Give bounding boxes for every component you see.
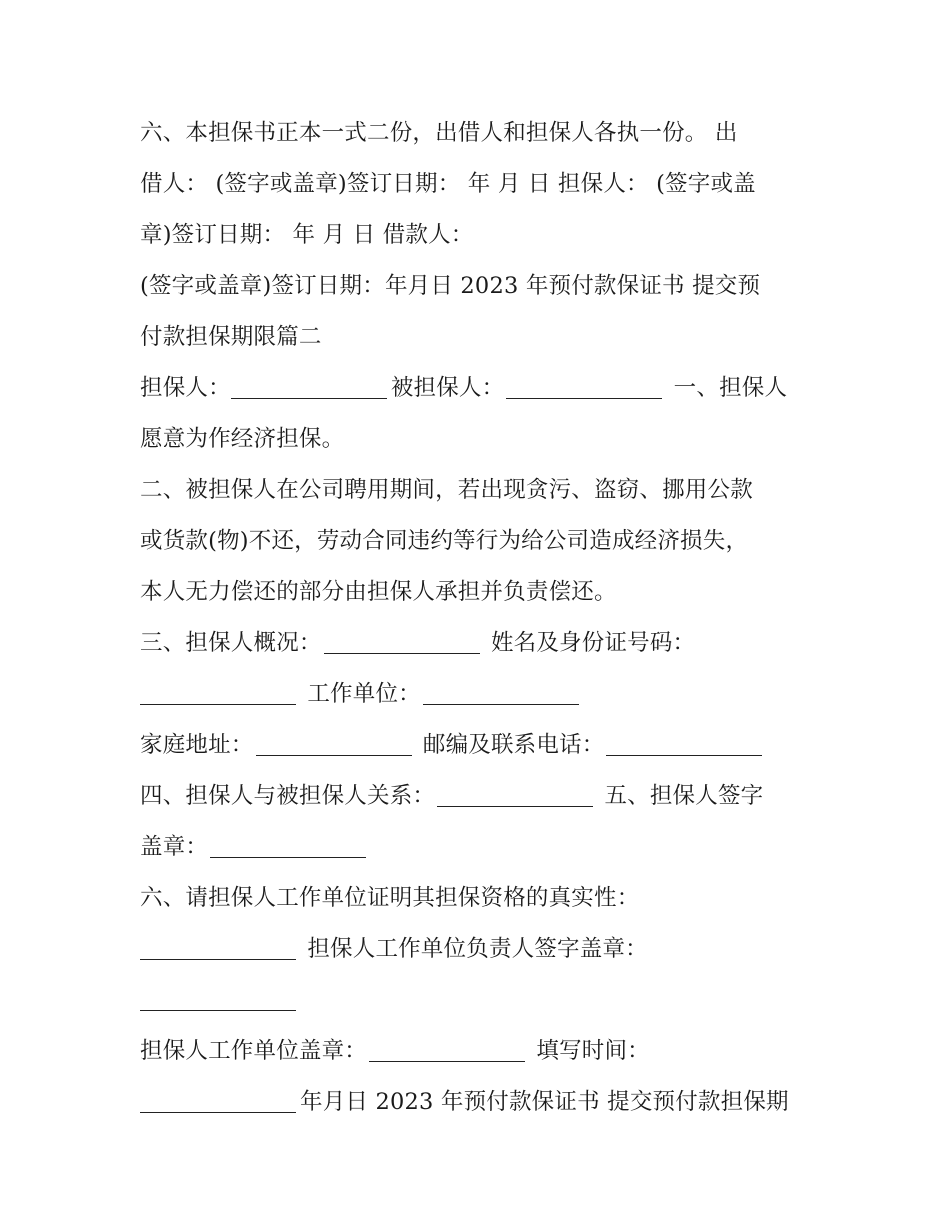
relationship-blank: [437, 776, 593, 807]
text-line-14: [140, 771, 820, 822]
guarantor-overview-blank: [324, 623, 480, 654]
text-line-18: [140, 975, 820, 1026]
guaranteed-person-label: 被担保人：: [390, 375, 505, 401]
line-8-text: 二、被担保人在公司聘用期间，若出现贪污、盗窃、挪用公款: [140, 477, 753, 503]
text-line-11: [140, 618, 820, 669]
text-line-5: [140, 312, 820, 363]
guarantor-signature-label: 五、担保人签字: [597, 783, 764, 809]
text-line-13: [140, 720, 820, 771]
text-line-7: [140, 414, 820, 465]
line-5-text: 付款担保期限篇二: [140, 324, 322, 350]
seal-blank: [210, 827, 366, 858]
home-address-label: 家庭地址：: [140, 732, 254, 758]
line-7-text: 愿意为作经济担保。: [140, 426, 345, 452]
text-line-12: [140, 669, 820, 720]
line-3-text: 章)签订日期： 年 月 日 借款人：: [140, 222, 474, 248]
work-unit-label: 工作单位：: [300, 681, 421, 707]
work-unit-blank: [423, 674, 579, 705]
line-4-text: (签字或盖章)签订日期：年月日 2023 年预付款保证书 提交预: [140, 273, 761, 299]
line-2-text: 借人： (签字或盖章)签订日期： 年 月 日 担保人： (签字或盖: [140, 171, 756, 197]
text-line-17: [140, 924, 820, 975]
unit-seal-blank: [369, 1031, 525, 1062]
text-line-3: [140, 210, 820, 261]
text-line-8: [140, 465, 820, 516]
text-line-4: [140, 261, 820, 312]
line-20-tail: 年月日 2023 年预付款保证书 提交预付款担保期: [300, 1089, 789, 1115]
text-line-6: [140, 363, 820, 414]
text-line-19: [140, 1026, 820, 1077]
unit-seal-label: 担保人工作单位盖章：: [140, 1038, 368, 1064]
fill-time-blank: [140, 1082, 296, 1113]
line-1-text: 六、本担保书正本一式二份，出借人和担保人各执一份。 出: [140, 120, 738, 146]
text-line-2: [140, 159, 820, 210]
document-body: [140, 108, 820, 1128]
relationship-label: 四、担保人与被担保人关系：: [140, 783, 436, 809]
line-6-tail: 一、担保人: [666, 375, 788, 401]
unit-leader-signature-label: 担保人工作单位负责人签字盖章：: [300, 936, 648, 962]
guaranteed-person-blank: [506, 368, 662, 399]
line-9-text: 或货款(物)不还，劳动合同违约等行为给公司造成经济损失，: [140, 528, 749, 554]
name-id-label: 姓名及身份证号码：: [483, 630, 696, 656]
authenticity-blank: [140, 929, 296, 960]
text-line-10: [140, 567, 820, 618]
postcode-phone-label: 邮编及联系电话：: [415, 732, 605, 758]
line-16-text: 六、请担保人工作单位证明其担保资格的真实性：: [140, 885, 640, 911]
fill-time-label: 填写时间：: [529, 1038, 650, 1064]
text-line-1: [140, 108, 820, 159]
line-10-text: 本人无力偿还的部分由担保人承担并负责偿还。: [140, 579, 617, 605]
guarantor-overview-label: 三、担保人概况：: [140, 630, 322, 656]
guarantor-label: 担保人：: [140, 375, 231, 401]
text-line-20: [140, 1077, 820, 1128]
text-line-9: [140, 516, 820, 567]
unit-leader-signature-blank: [140, 980, 296, 1011]
seal-label: 盖章：: [140, 834, 209, 860]
guarantor-blank: [231, 368, 387, 399]
text-line-16: [140, 873, 820, 924]
postcode-phone-blank: [606, 725, 762, 756]
home-address-blank: [256, 725, 412, 756]
text-line-15: [140, 822, 820, 873]
name-id-blank: [140, 674, 296, 705]
